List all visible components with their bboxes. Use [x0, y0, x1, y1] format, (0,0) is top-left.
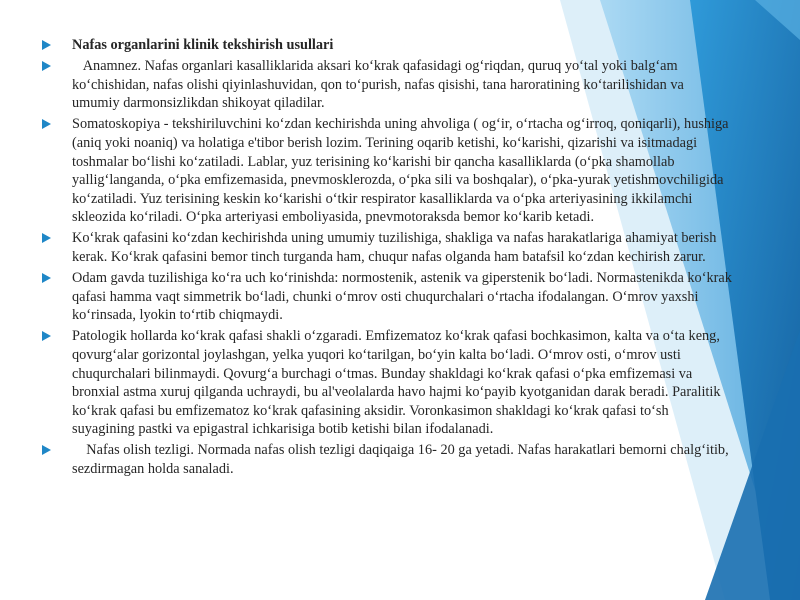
bullet-item-gavda-tuzilishi [42, 269, 732, 325]
bullet-item-somatoskopiya [42, 115, 732, 227]
arrow-bullet-icon [42, 119, 51, 129]
arrow-bullet-icon [42, 445, 51, 455]
bullet-item-anamnez [42, 57, 732, 113]
arrow-bullet-icon [42, 61, 51, 71]
slide-bullet-list [42, 36, 732, 481]
slide-title: Nafas organlarini klinik tekshirish usullari [72, 37, 334, 53]
paragraph-text: Patologik hollarda ko‘krak qafasi shakli o‘zgaradi. Emfizematoz ko‘krak qafasi bochkasimon, kalta va o‘ta keng, qovurg‘alar gorizontal joylashgan, yelka yuqori ko‘tarilgan, bo‘yin kalta bo‘ladi. O‘mrov osti, o‘mrov usti chuqurchalari bilinmaydi. Qovurg‘a burchagi o‘tmas. Bunday shakldagi ko‘krak qafasi o‘pka emfizemasi va bronxial astma xuruj qilganda uchraydi, bu al'veolalarda havo hajmi ko‘payib kyotganidan darak beradi. Paralitik ko‘krak qafasi bu emfizematoz ko‘krak qafasining aksidir. Voronkasimon shakldagi ko‘krak qafasi to‘sh suyagining pastki va epigastral ichkarisiga botib ketishi bilan ifodalanadi. [72, 328, 721, 438]
paragraph-text: Somatoskopiya - tekshiriluvchini ko‘zdan kechirishda uning ahvoliga ( og‘ir, o‘rtacha og‘irroq, qoniqarli), hushiga (aniq yoki noaniq) va holatiga e'tibor berish lozim. Terining oqarib ketishi, ko‘karishi, qizarishi va isitmadagi toshmalar bo‘lishi ko‘zatiladi. Lablar, yuz terisining ko‘karishi bir qancha kasalliklarda (o‘pka shamollab yallig‘langanda, o‘pka emfizemasida, pnevmosklerozda, o‘pka sili va boshqalar), o‘pka-yurak yetishmovchiligida ko‘zatiladi. Yuz terisining keskin ko‘karishi o‘tkir respirator kasalliklarda va o‘pka arteriyasining ikkilamchi skleozida ko‘riladi. O‘pka arteriyasi emboliyasida, pnevmotoraksda bemor ko‘karib ketadi. [72, 116, 729, 226]
paragraph-text: Nafas olish tezligi. Normada nafas olish tezligi daqiqaiga 16- 20 ga yetadi. Nafas harakatlari bemorni chalg‘itib, sezdirmagan holda sanaladi. [72, 442, 733, 478]
bullet-item-kokrak-qafasi [42, 229, 732, 266]
bullet-item-title [42, 36, 732, 55]
paragraph-text: Anamnez. Nafas organlari kasalliklarida aksari ko‘krak qafasidagi og‘riqdan, quruq yo‘tal yoki balg‘am ko‘chishidan, nafas olishi qiyinlashuvidan, qon to‘purish, nafas qisishi, tana haroratining ko‘tarilishidan va umumiy darmonsizlikdan shikoyat qiladilar. [72, 58, 688, 112]
paragraph-text: Ko‘krak qafasini ko‘zdan kechirishda uning umumiy tuzilishiga, shakliga va nafas harakatlariga ahamiyat berish kerak. Ko‘krak qafasini bemor tinch turganda ham, chuqur nafas olganda ham batafsil ko‘zdan kechirish zarur. [72, 230, 717, 266]
bullet-item-patologik [42, 327, 732, 439]
arrow-bullet-icon [42, 233, 51, 243]
arrow-bullet-icon [42, 331, 51, 341]
arrow-bullet-icon [42, 273, 51, 283]
paragraph-text: Odam gavda tuzilishiga ko‘ra uch ko‘rinishda: normostenik, astenik va giperstenik bo‘ladi. Normastenikda ko‘krak qafasi hamma vaqt simmetrik bo‘ladi, chunki o‘mrov osti chuqurchalari o‘rtacha ifodalangan. O‘mrov yaxshi ko‘rinsada, lyokin to‘rtib chiqmaydi. [72, 270, 732, 324]
arrow-bullet-icon [42, 40, 51, 50]
bullet-item-nafas-tezligi [42, 441, 732, 478]
